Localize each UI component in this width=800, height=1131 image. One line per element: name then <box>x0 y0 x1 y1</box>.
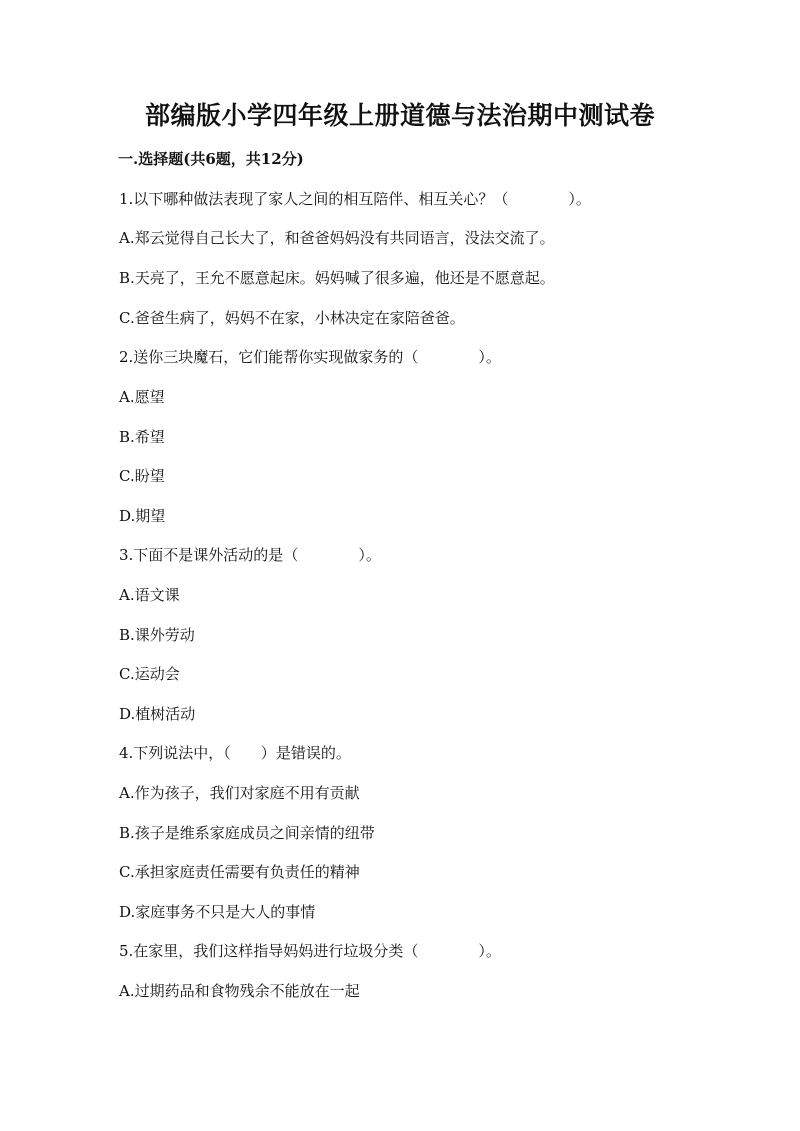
question-1-stem: 1.以下哪种做法表现了家人之间的相互陪伴、相互关心？（ ）。 <box>119 190 591 208</box>
question-3-option-b: B.课外劳动 <box>119 626 195 644</box>
question-2-option-d: D.期望 <box>119 507 166 525</box>
question-4-stem: 4.下列说法中，（ ）是错误的。 <box>119 744 351 762</box>
question-4-option-b: B.孩子是维系家庭成员之间亲情的纽带 <box>119 824 375 842</box>
question-2-option-c: C.盼望 <box>119 467 165 485</box>
question-1-option-b: B.天亮了，王允不愿意起床。妈妈喊了很多遍，他还是不愿意起。 <box>119 269 555 287</box>
page-title: 部编版小学四年级上册道德与法治期中测试卷 <box>144 101 655 130</box>
question-1-option-a: A.郑云觉得自己长大了，和爸爸妈妈没有共同语言，没法交流了。 <box>119 229 555 247</box>
question-4-option-d: D.家庭事务不只是大人的事情 <box>119 903 316 921</box>
question-4-option-c: C.承担家庭责任需要有负责任的精神 <box>119 863 360 881</box>
question-5-stem: 5.在家里，我们这样指导妈妈进行垃圾分类（ ）。 <box>119 942 501 960</box>
question-1-option-c: C.爸爸生病了，妈妈不在家，小林决定在家陪爸爸。 <box>119 309 465 327</box>
question-2-option-a: A.愿望 <box>119 388 165 406</box>
question-3-option-c: C.运动会 <box>119 665 180 683</box>
question-2-stem: 2.送你三块魔石，它们能帮你实现做家务的（ ）。 <box>119 348 501 366</box>
section-heading: 一.选择题(共6题，共12分) <box>118 150 304 168</box>
question-3-option-a: A.语文课 <box>119 586 180 604</box>
question-3-option-d: D.植树活动 <box>119 705 196 723</box>
question-2-option-b: B.希望 <box>119 428 165 446</box>
question-5-option-a: A.过期药品和食物残余不能放在一起 <box>119 982 360 1000</box>
question-4-option-a: A.作为孩子，我们对家庭不用有贡献 <box>119 784 360 802</box>
question-3-stem: 3.下面不是课外活动的是（ ）。 <box>119 546 381 564</box>
